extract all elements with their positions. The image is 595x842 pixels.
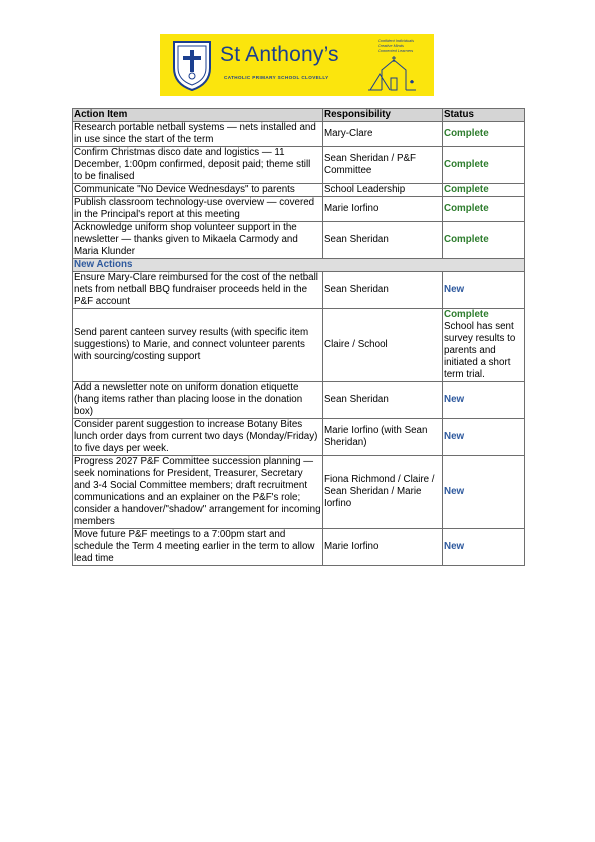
school-name: St Anthony’s (220, 43, 339, 66)
action-cell: Research portable netball systems — nets installed and in use since the start of the term (73, 122, 323, 147)
action-cell: Publish classroom technology-use overview — covered in the Principal's report at this meeting (73, 197, 323, 222)
status-note: School has sent survey results to parents and initiated a short term trial. (444, 321, 516, 380)
action-cell: Send parent canteen survey results (with specific item suggestions) to Marie, and connect volunteer parents with sourcing/costing support (73, 309, 323, 382)
owner-cell: Sean Sheridan / P&F Committee (323, 147, 443, 184)
status-cell: New (443, 456, 525, 529)
owner-cell: Mary-Clare (323, 122, 443, 147)
status-cell: New (443, 419, 525, 456)
action-items-table (72, 108, 525, 566)
column-header-responsibility: Responsibility (323, 109, 443, 122)
table-row (73, 184, 525, 197)
status-cell: Complete (443, 197, 525, 222)
school-crest-icon (170, 38, 214, 92)
status-cell (443, 309, 525, 382)
action-cell: Consider parent suggestion to increase Botany Bites lunch order days from current two days (Monday/Friday) to five days per week. (73, 419, 323, 456)
table-row (73, 147, 525, 184)
owner-cell: School Leadership (323, 184, 443, 197)
table-row (73, 309, 525, 382)
status-cell: Complete (443, 184, 525, 197)
school-tagline (378, 38, 414, 53)
owner-cell: Marie Iorfino (323, 197, 443, 222)
owner-cell: Sean Sheridan (323, 382, 443, 419)
table-row (73, 419, 525, 456)
school-subtitle: CATHOLIC PRIMARY SCHOOL CLOVELLY (224, 75, 329, 80)
status-cell: Complete (443, 122, 525, 147)
owner-cell: Claire / School (323, 309, 443, 382)
action-cell: Confirm Christmas disco date and logistics — 11 December, 1:00pm confirmed, deposit paid; theme still to be finalised (73, 147, 323, 184)
action-cell: Move future P&F meetings to a 7:00pm start and schedule the Term 4 meeting earlier in the term to allow lead time (73, 529, 323, 566)
status-cell: Complete (443, 222, 525, 259)
school-banner (160, 34, 434, 96)
table-row (73, 197, 525, 222)
table-row (73, 529, 525, 566)
status-cell: Complete (443, 147, 525, 184)
tagline-line: Creative Minds (378, 43, 404, 48)
action-cell: Progress 2027 P&F Committee succession planning — seek nominations for President, Treasurer, Secretary and 3-4 Social Committee members; draft recruitment communications and an explainer on the P&F's role; consider a handover/"shadow" arrangement for incoming members (74, 456, 321, 527)
table-row (73, 222, 525, 259)
section-row-new-actions (73, 259, 525, 272)
table-row (73, 456, 525, 529)
action-cell: Add a newsletter note on uniform donation etiquette (hang items rather than placing loose in the donation box) (73, 382, 323, 419)
owner-cell: Sean Sheridan (323, 222, 443, 259)
section-label: New Actions (73, 259, 525, 272)
table-row (73, 122, 525, 147)
owner-cell: Sean Sheridan (323, 272, 443, 309)
table-header-row (73, 109, 525, 122)
table-row (73, 382, 525, 419)
church-icon (366, 56, 420, 94)
action-cell: Communicate "No Device Wednesdays" to parents (73, 184, 323, 197)
status-cell: New (443, 272, 525, 309)
owner-cell: Marie Iorfino (with Sean Sheridan) (323, 419, 443, 456)
owner-cell: Fiona Richmond / Claire / Sean Sheridan / Marie Iorfino (323, 456, 443, 529)
column-header-status: Status (443, 109, 525, 122)
status-cell: New (443, 382, 525, 419)
column-header-action: Action Item (73, 109, 323, 122)
tagline-line: Confident Individuals (378, 38, 415, 43)
action-cell: Ensure Mary-Clare reimbursed for the cost of the netball nets from netball BBQ fundraiser proceeds held in the P&F account (73, 272, 323, 309)
table-row (73, 272, 525, 309)
status-cell: New (443, 529, 525, 566)
action-cell: Acknowledge uniform shop volunteer support in the newsletter — thanks given to Mikaela Carmody and Maria Klunder (73, 222, 323, 259)
owner-cell: Marie Iorfino (323, 529, 443, 566)
tagline-line: Connected Learners (378, 48, 414, 53)
status-value: Complete (444, 309, 489, 320)
